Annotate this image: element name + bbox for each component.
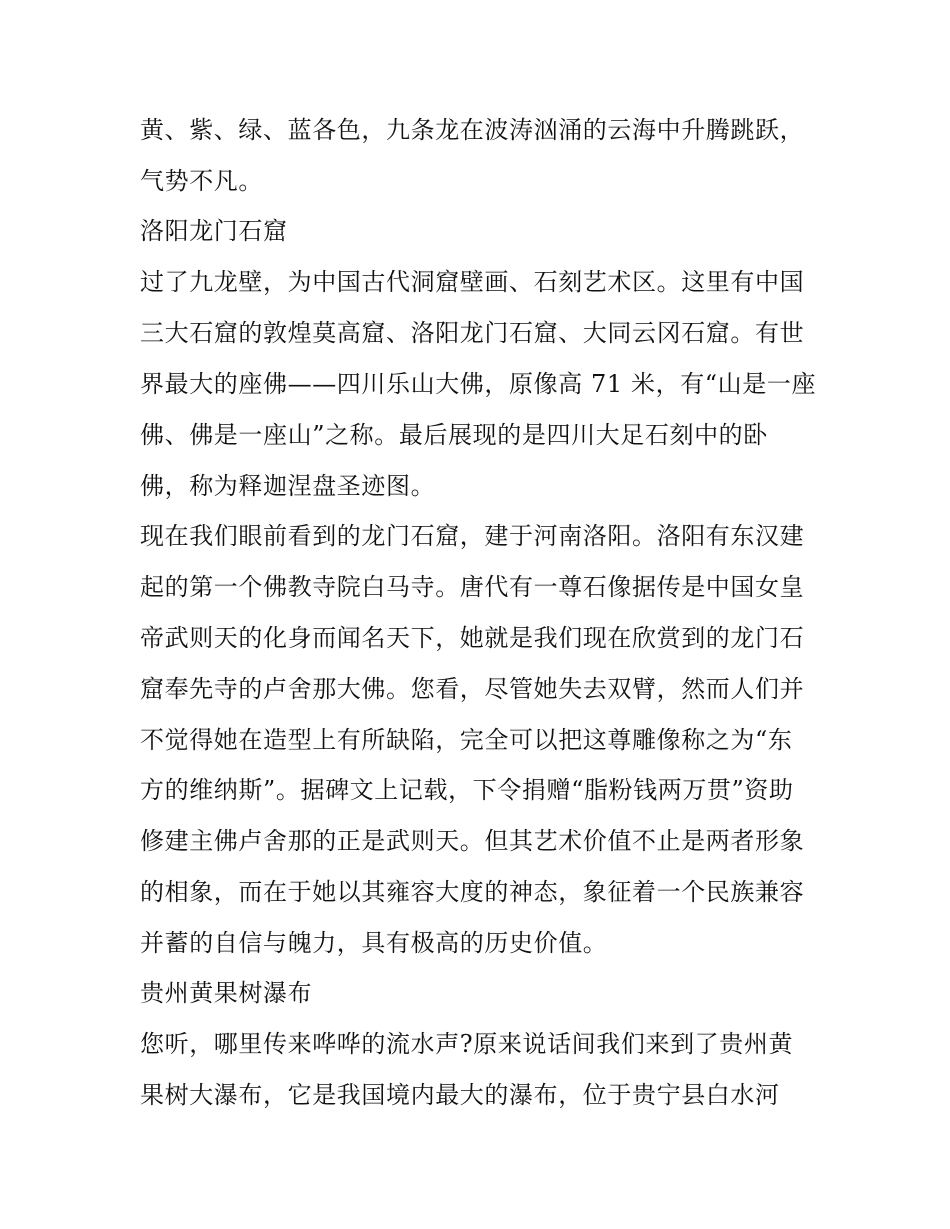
text-line: 修建主佛卢舍那的正是武则天。但其艺术价值不止是两者形象 — [140, 827, 805, 855]
text-line: 佛、佛是一座山”之称。最后展现的是四川大足石刻中的卧 — [140, 421, 768, 449]
text-line: 帝武则天的化身而闻名天下，她就是我们现在欣赏到的龙门石 — [140, 624, 805, 652]
text-line: 窟奉先寺的卢舍那大佛。您看，尽管她失去双臂，然而人们并 — [140, 675, 805, 703]
text-line: 并蓄的自信与魄力，具有极高的历史价值。 — [140, 929, 608, 957]
text-line: 过了九龙壁，为中国古代洞窟壁画、石刻艺术区。这里有中国 — [140, 268, 805, 296]
text-line: 现在我们眼前看到的龙门石窟，建于河南洛阳。洛阳有东汉建 — [140, 522, 805, 550]
section-heading-huangguoshu-waterfall: 贵州黄果树瀑布 — [140, 979, 313, 1007]
text-line: 方的维纳斯”。据碑文上记载，下令捐赠“脂粉钱两万贯”资助 — [140, 776, 794, 804]
text-line: 界最大的座佛——四川乐山大佛，原像高 71 米，有“山是一座 — [140, 370, 817, 398]
text-line: 起的第一个佛教寺院白马寺。唐代有一尊石像据传是中国女皇 — [140, 573, 805, 601]
text-line: 不觉得她在造型上有所缺陷，完全可以把这尊雕像称之为“东 — [140, 726, 793, 754]
text-line: 三大石窟的敦煌莫高窟、洛阳龙门石窟、大同云冈石窟。有世 — [140, 319, 805, 347]
section-heading-longmen-grottoes: 洛阳龙门石窟 — [140, 217, 288, 245]
text-line: 您听，哪里传来哗哗的流水声?原来说话间我们来到了贵州黄 — [140, 1030, 794, 1058]
text-line: 的相象，而在于她以其雍容大度的神态，象征着一个民族兼容 — [140, 878, 805, 906]
text-line: 黄、紫、绿、蓝各色，九条龙在波涛汹涌的云海中升腾跳跃， — [140, 116, 805, 144]
text-line: 果树大瀑布，它是我国境内最大的瀑布，位于贵宁县白水河 — [140, 1081, 780, 1109]
text-line: 佛，称为释迦涅盘圣迹图。 — [140, 472, 436, 500]
text-line: 气势不凡。 — [140, 167, 263, 195]
